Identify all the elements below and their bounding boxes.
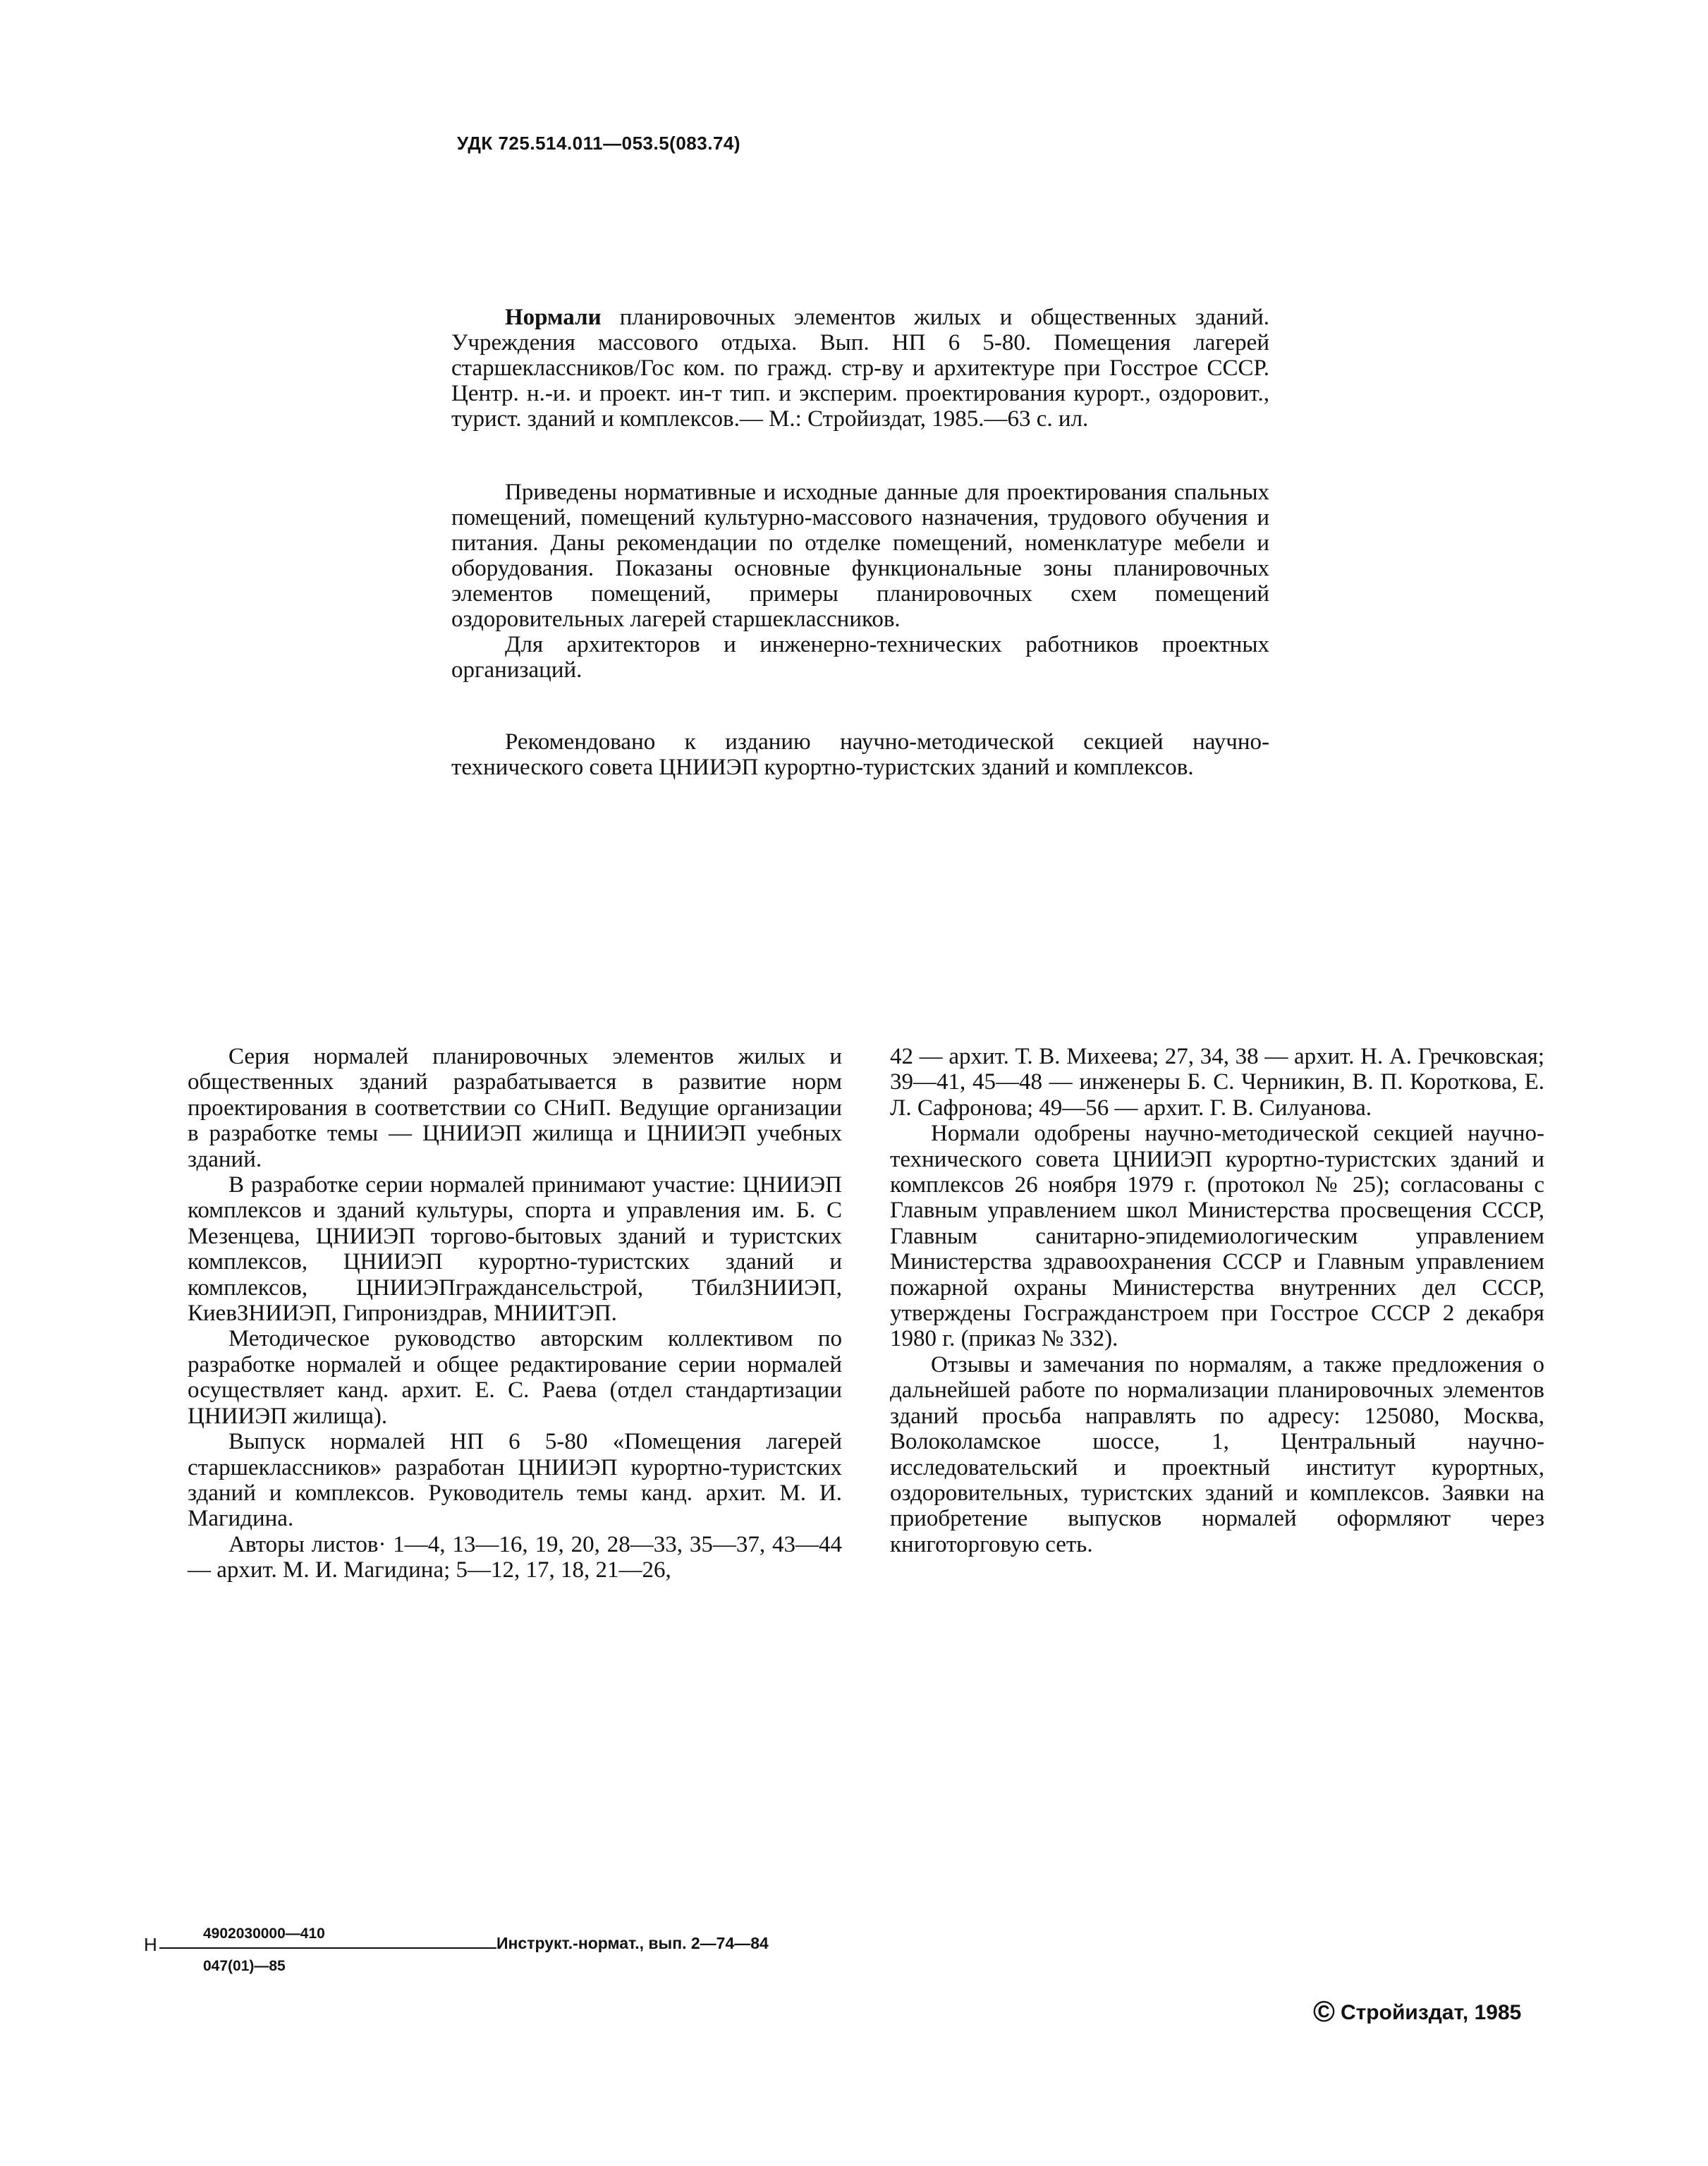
- copyright-icon: ©: [1313, 1995, 1335, 2028]
- column-paragraph: Нормали одобрены научно-методической секцией научно-технического совета ЦНИИЭП курортно-туристских зданий и комплексов 26 ноября 1979 г. (протокол № 25); согласованы с Главным управлением школ Министерства просвещения СССР, Главным санитарно-эпидемиологическим управлением Министерства здравоохранения СССР и Главным управлением пожарной охраны Министерства внутренних дел СССР, утверждены Госгражданстроем при Госстрое СССР 2 декабря 1980 г. (приказ № 332).: [890, 1121, 1544, 1352]
- index-letter: Н: [144, 1934, 157, 1955]
- recommendation: [451, 729, 1269, 780]
- abstract: [451, 480, 1269, 683]
- index-denominator: 047(01)—85: [203, 1958, 286, 1974]
- column-paragraph: Авторы листов· 1—4, 13—16, 19, 20, 28—33, 35—37, 43—44 — архит. М. И. Магидина; 5—12, 17, 18, 21—26,: [188, 1531, 842, 1583]
- left-column: [188, 1044, 842, 1583]
- fraction-line: [159, 1947, 496, 1949]
- column-paragraph: В разработке серии нормалей принимают участие: ЦНИИЭП комплексов и зданий культуры, спорта и управления им. Б. С Мезенцева, ЦНИИЭП торгово-бытовых зданий и туристских комплексов, ЦНИИЭП курортно-туристских зданий и комплексов, ЦНИИЭПграждансельстрой, ТбилЗНИИЭП, КиевЗНИИЭП, Гипрониздрав, МНИИТЭП.: [188, 1172, 842, 1327]
- publication-kind: Инструкт.-нормат., вып. 2—74—84: [496, 1934, 769, 1952]
- copyright: [1313, 1995, 1521, 2028]
- publication-index: [144, 1916, 779, 1993]
- column-paragraph: Методическое руководство авторским коллективом по разработке нормалей и общее редактирование серии нормалей осуществляет канд. архит. Е. С. Раева (отдел стандартизации ЦНИИЭП жилища).: [188, 1326, 842, 1429]
- recommendation-text: Рекомендовано к изданию научно-методической секцией научно-технического совета ЦНИИЭП курортно-туристских зданий и комплексов.: [451, 729, 1269, 780]
- column-paragraph: Серия нормалей планировочных элементов жилых и общественных зданий разрабатывается в развитие норм проектирования в соответствии со СНиП. Ведущие организации в разработке темы — ЦНИИЭП жилища и ЦНИИЭП учебных зданий.: [188, 1044, 842, 1172]
- column-continuation: 42 — архит. Т. В. Михеева; 27, 34, 38 — архит. Н. А. Гречковская; 39—41, 45—48 — инженеры Б. С. Черникин, В. П. Короткова, Е. Л. Сафронова; 49—56 — архит. Г. В. Силуанова.: [890, 1044, 1544, 1121]
- index-numerator: 4902030000—410: [203, 1925, 325, 1942]
- bibliography-text: планировочных элементов жилых и общественных зданий. Учреждения массового отдыха. Вып. НП 6 5-80. Помещения лагерей старшеклассников/Гос ком. по гражд. стр-ву и архитектуре при Госстрое СССР. Центр. н.-и. и проект. ин-т тип. и эксперим. проектирования курорт., оздоровит., турист. зданий и комплексов.— М.: Стройиздат, 1985.—63 с. ил.: [451, 305, 1269, 432]
- bibliography-lead: Нормали: [505, 305, 602, 330]
- column-paragraph: Выпуск нормалей НП 6 5-80 «Помещения лагерей старшеклассников» разработан ЦНИИЭП курортно-туристских зданий и комплексов. Руководитель темы канд. архит. М. И. Магидина.: [188, 1429, 842, 1532]
- right-column: [890, 1044, 1544, 1557]
- udc-code: УДК 725.514.011—053.5(083.74): [457, 133, 741, 154]
- abstract-audience: Для архитекторов и инженерно-технических работников проектных организаций.: [451, 632, 1269, 683]
- copyright-text: Стройиздат, 1985: [1340, 2001, 1522, 2024]
- column-paragraph: Отзывы и замечания по нормалям, а также предложения о дальнейшей работе по нормализации планировочных элементов зданий просьба направлять по адресу: 125080, Москва, Волоколамское шоссе, 1, Центральный научно-исследовательский и проектный институт курортных, оздоровительных, туристских зданий и комплексов. Заявки на приобретение выпусков нормалей оформляют через книготорговую сеть.: [890, 1351, 1544, 1557]
- bibliographic-description: [451, 305, 1269, 432]
- abstract-paragraph: Приведены нормативные и исходные данные для проектирования спальных помещений, помещений культурно-массового назначения, трудового обучения и питания. Даны рекомендации по отделке помещений, номенклатуре мебели и оборудования. Показаны основные функциональные зоны планировочных элементов помещений, примеры планировочных схем помещений оздоровительных лагерей старшеклассников.: [451, 480, 1269, 632]
